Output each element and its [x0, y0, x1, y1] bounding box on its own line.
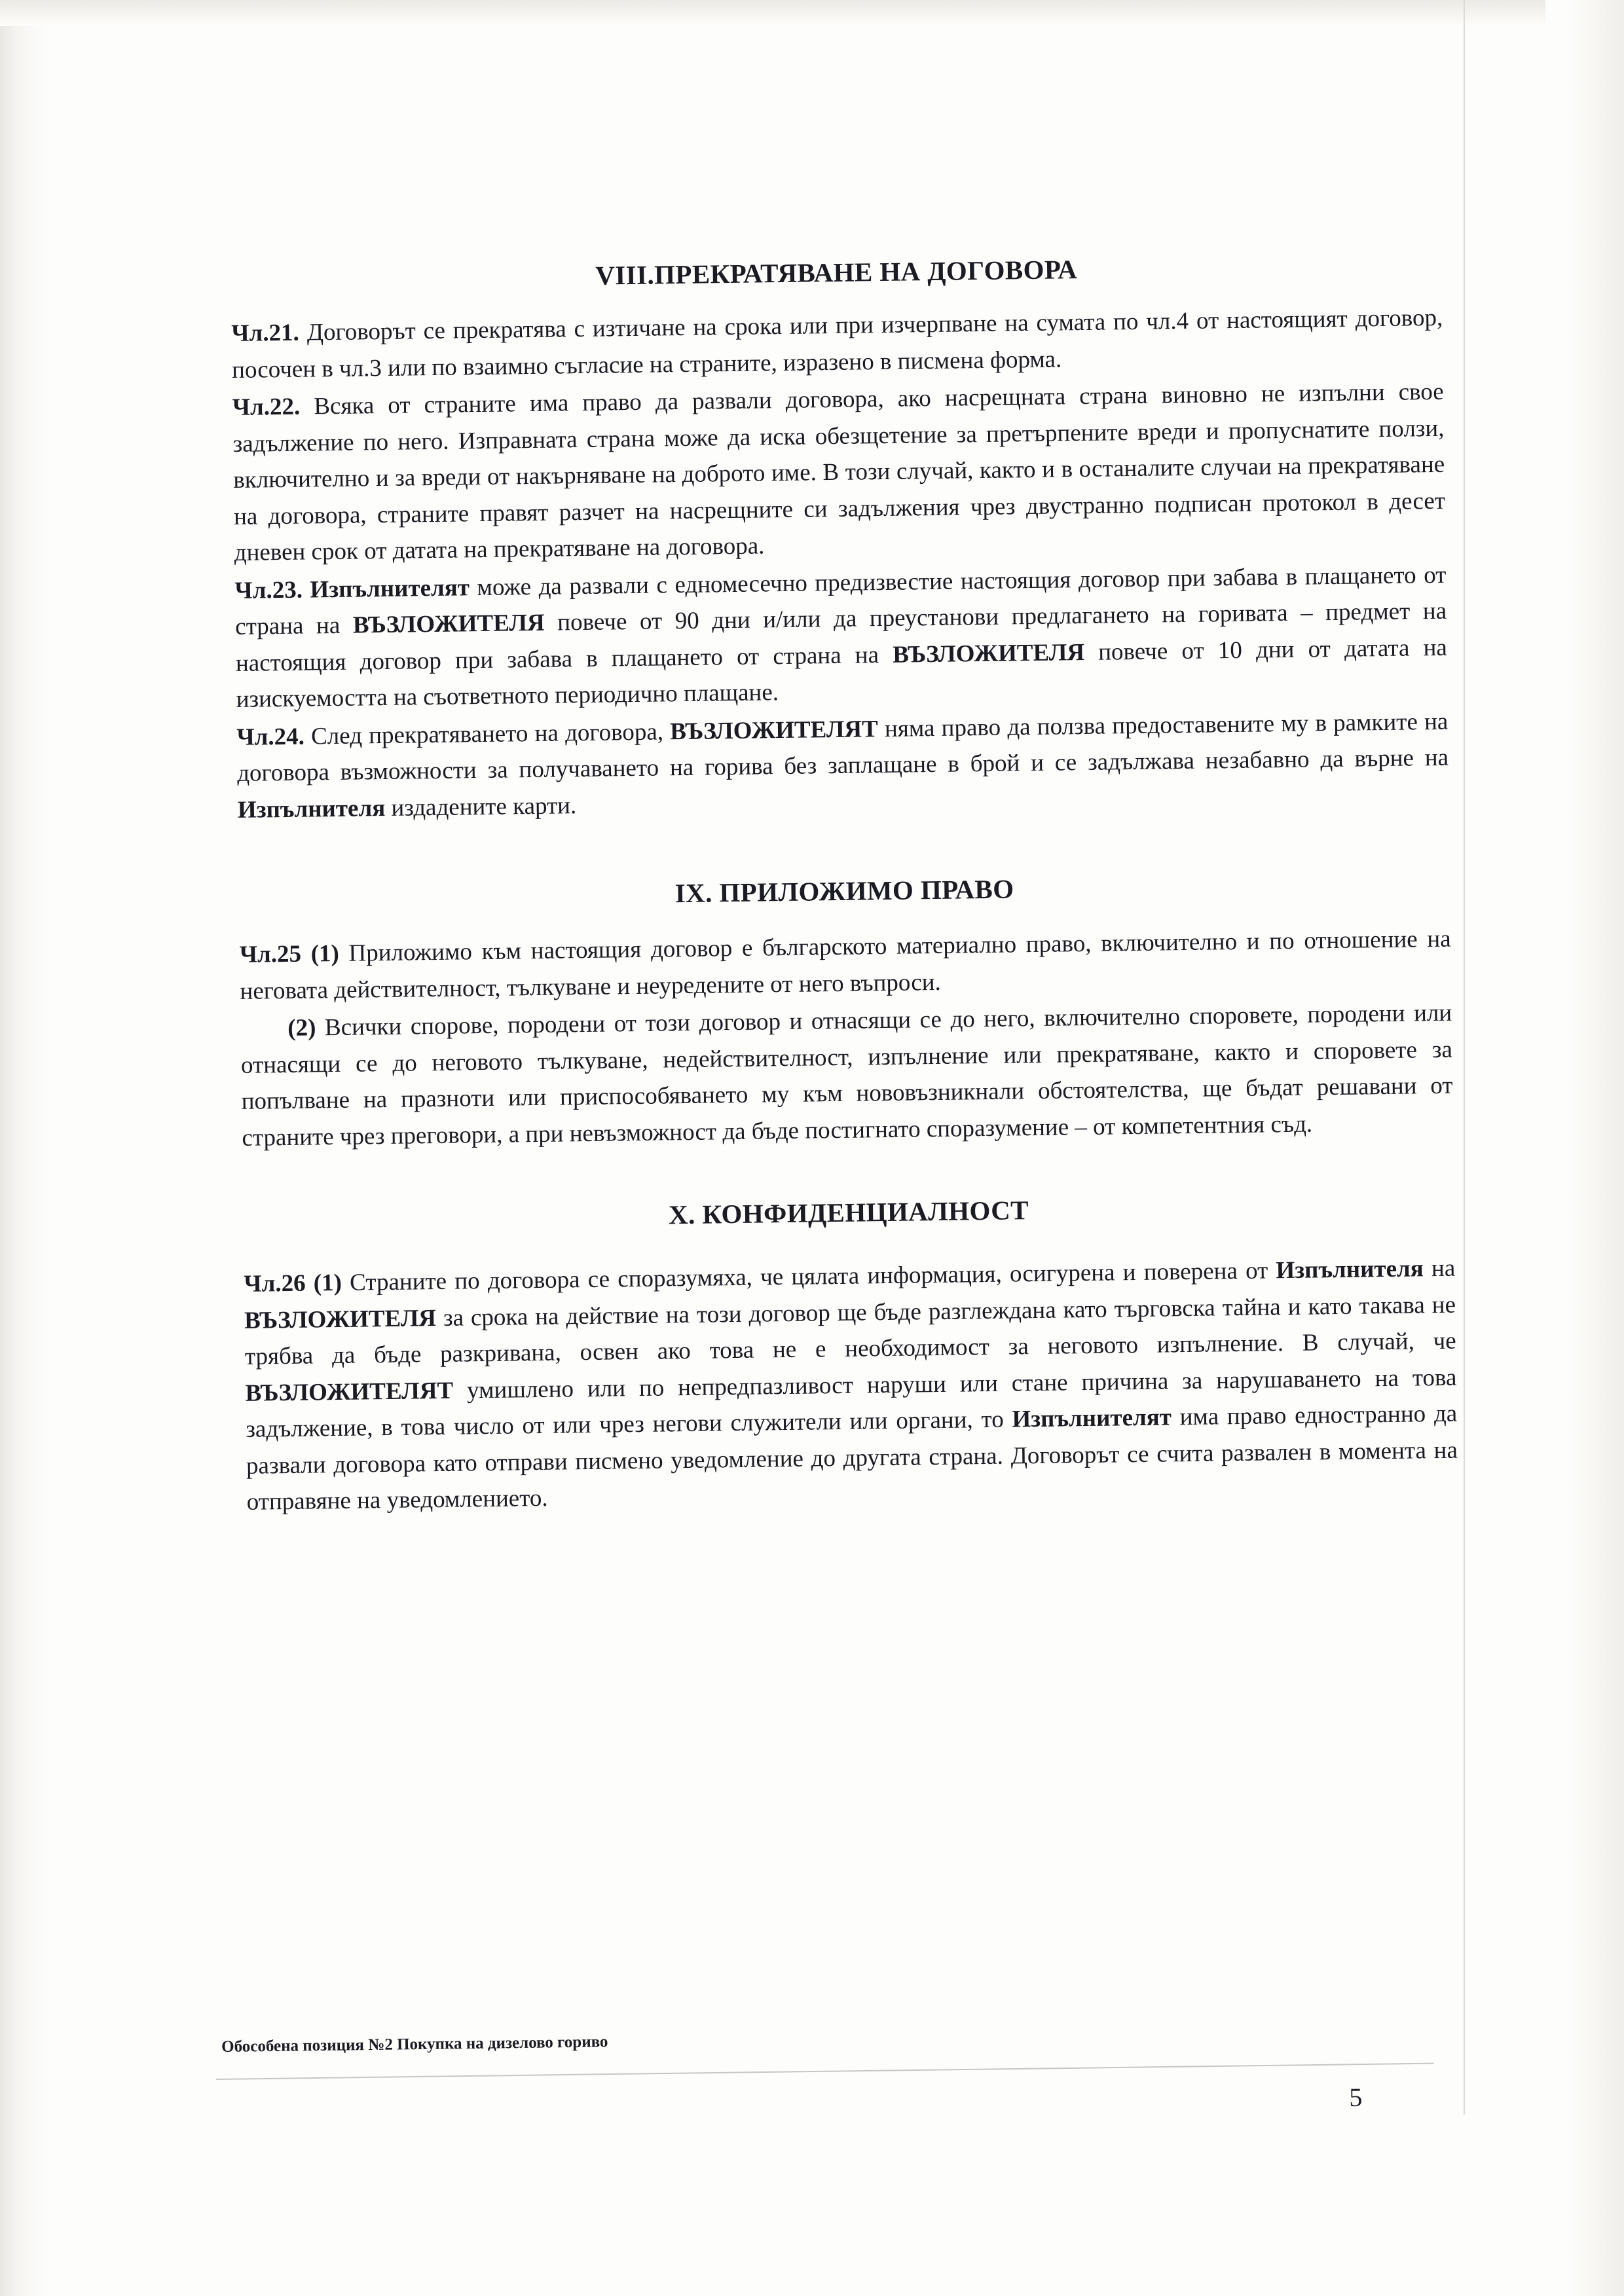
document-body: [231, 249, 1458, 1522]
paragraph-label-chl-25-1: Чл.25 (1): [239, 939, 340, 968]
paragraph-label-chl-21: Чл.21.: [231, 319, 300, 347]
paragraph-label-chl-24: Чл.24.: [236, 723, 305, 751]
page-number: 5: [1349, 2082, 1363, 2112]
scan-edge-left: [0, 0, 46, 2296]
section-heading-9: IX. ПРИЛОЖИМО ПРАВО: [674, 873, 1014, 909]
footer-note: Обособена позиция №2 Покупка на дизелово гориво: [221, 2033, 608, 2056]
section-heading-8: VIII.ПРЕКРАТЯВАНЕ НА ДОГОВОРА: [595, 254, 1078, 291]
scan-fold-line: [1464, 0, 1465, 2115]
paragraph-text-chl-25-2: Всички спорове, породени от този договор и отнасящи се до него, включително споровете, породени или отнасящи се до неговото тълкуване, недействителност, изпълнение или прекратяване, както и споровете за попълване на празноти или приспособяването му към нововъзникнали обстоятелства, ще бъдат решавани от страните чрез преговори, а при невъзможност да бъде постигнато споразумение – от компетентния съд.: [240, 999, 1453, 1152]
paragraph-chl-22: [232, 374, 1446, 572]
section-heading-10: X. КОНФИДЕНЦИАЛНОСТ: [668, 1195, 1029, 1230]
paragraph-text-chl-24: След прекратяването на договора, ВЪЗЛОЖИТЕЛЯТ няма право да ползва предоставените му в рамките на договора възможности за получаването на горива без заплащане в брой и се задължава незабавно да върне на Изпълнителя издадените карти.: [236, 708, 1449, 824]
paragraph-chl-21: [231, 300, 1443, 388]
footer-divider: [216, 2063, 1434, 2080]
paragraph-text-chl-25-1: Приложимо към настоящия договор е българското материално право, включително и по отношение на неговата действителност, тълкуване и неуредените от него въпроси.: [240, 925, 1451, 1005]
paragraph-chl-24: [236, 703, 1449, 828]
paragraph-label-chl-23: Чл.23. Изпълнителят: [234, 574, 470, 604]
paragraph-label-chl-22: Чл.22.: [232, 393, 301, 421]
paragraph-text-chl-26-1: Страните по договора се споразумяха, че цялата информация, осигурена и поверена от Изпълнителя на ВЪЗЛОЖИТЕЛЯ за срока на действие на този договор ще бъде разглеждана като търговска тайна и като такава не трябва да бъде разкривана, освен ако това не е необходимост за неговото изпълнение. В случай, че ВЪЗЛОЖИТЕЛЯТ умишлено или по непредпазливост наруши или стане причина за нарушаването на това задължение, в това число от или чрез негови служители или органи, то Изпълнителят има право едностранно да развали договора като отправи писмено уведомление до другата страна. Договорът се счита развален в момента на отправяне на уведомлението.: [244, 1254, 1458, 1516]
paragraph-chl-25-2: [240, 995, 1454, 1156]
paragraph-text-chl-22: Всяка от страните има право да развали договора, ако насрещната страна виновно не изпълни свое задължение по него. Изправната страна може да иска обезщетение за претърпените вреди и пропуснатите ползи, включително и за вреди от накърняване на доброто име. В този случай, както и в останалите случаи на прекратяване на договора, страните правят разчет на насрещните си задължения чрез двустранно подписан протокол в десет дневен срок от датата на прекратяване на договора.: [232, 378, 1446, 566]
paragraph-chl-25-1: [239, 921, 1451, 1010]
paragraph-chl-26-1: [244, 1250, 1458, 1521]
paragraph-label-chl-26-1: Чл.26 (1): [244, 1269, 342, 1298]
paragraph-text-chl-23: може да развали с едномесечно предизвестие настоящия договор при забава в плащането от страна на ВЪЗЛОЖИТЕЛЯ повече от 90 дни и/или да преустанови предлагането на горивата – предмет на настоящия договор при забава в плащането от страна на ВЪЗЛОЖИТЕЛЯ повече от 10 дни от датата на изискуемостта на съответното периодично плащане.: [234, 561, 1448, 713]
paragraph-text-chl-21: Договорът се прекратява с изтичане на срока или при изчерпване на сумата по чл.4 от настоящият договор, посочен в чл.3 или по взаимно съгласие на страните, изразено в писмена форма.: [231, 304, 1443, 384]
paragraph-label-chl-25-2: (2): [287, 1014, 316, 1042]
paragraph-chl-23: [234, 556, 1448, 718]
scan-edge-top: [0, 0, 1624, 26]
scan-edge-right: [1545, 0, 1624, 2296]
